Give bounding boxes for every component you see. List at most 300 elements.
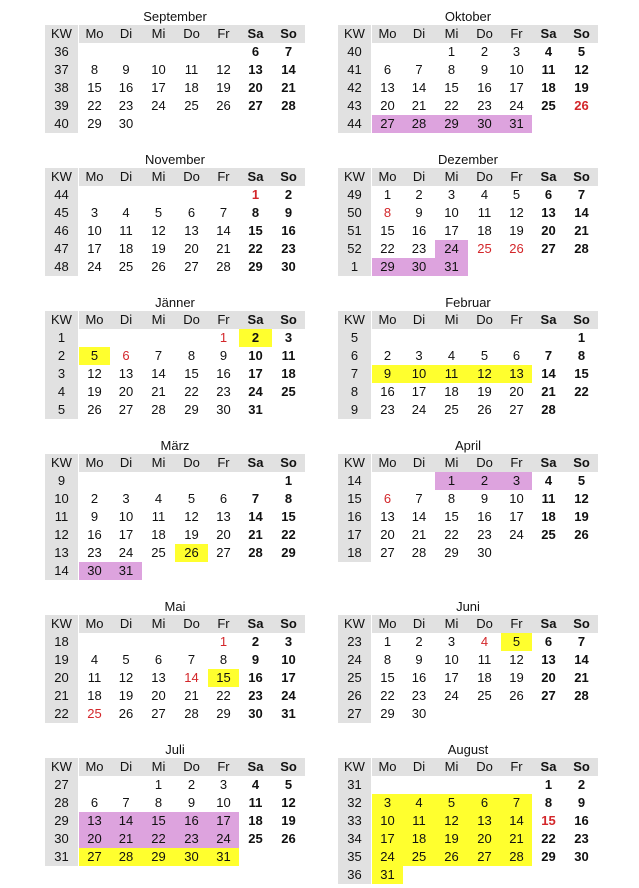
day-cell: 26: [435, 848, 468, 866]
week-number: 16: [338, 508, 371, 526]
day-cell: 30: [403, 258, 435, 276]
day-cell: 23: [87, 545, 102, 560]
day-cell: 2: [468, 472, 501, 490]
day-cell: 29: [216, 706, 231, 721]
day-cell: 16: [411, 670, 427, 685]
day-cell: 2: [415, 187, 423, 202]
day-cell: 7: [577, 634, 586, 649]
day-cell: 10: [216, 795, 231, 810]
day-cell: 12: [574, 491, 589, 506]
day-cell: 20: [216, 527, 231, 542]
week-number: 9: [45, 472, 78, 490]
day-cell: [435, 329, 468, 347]
day-cell: [532, 705, 565, 723]
header-mo: Mo: [79, 168, 110, 186]
day-cell: 20: [184, 241, 199, 256]
day-cell: 28: [403, 115, 435, 133]
day-cell: 5: [187, 491, 196, 506]
week-number: 45: [45, 204, 78, 222]
day-cell: 24: [435, 240, 468, 258]
week-number: 36: [338, 866, 371, 884]
header-mo: Mo: [372, 311, 403, 329]
day-cell: 12: [216, 62, 231, 77]
day-cell: 11: [435, 365, 468, 383]
week-number: 13: [45, 544, 78, 562]
day-cell: 15: [142, 812, 175, 830]
day-cell: [208, 43, 239, 61]
week-number: 51: [338, 222, 371, 240]
header-do: Do: [175, 311, 208, 329]
header-so: So: [272, 311, 305, 329]
day-cell: 28: [541, 402, 556, 417]
header-sa: Sa: [532, 168, 565, 186]
header-fr: Fr: [208, 615, 239, 633]
day-cell: [175, 329, 208, 347]
day-cell: 20: [79, 830, 110, 848]
day-cell: 2: [90, 491, 99, 506]
day-cell: 28: [574, 688, 589, 703]
day-cell: 23: [118, 98, 134, 113]
day-cell: [468, 329, 501, 347]
header-sa: Sa: [239, 758, 272, 776]
day-cell: 31: [208, 848, 239, 866]
day-cell: 16: [380, 384, 395, 399]
day-cell: [532, 329, 565, 347]
day-cell: 24: [281, 688, 296, 703]
day-cell: 17: [509, 80, 524, 95]
week-number: 50: [338, 204, 371, 222]
day-cell: 7: [284, 44, 293, 59]
day-cell: [208, 472, 239, 490]
day-cell: 14: [151, 366, 166, 381]
day-cell: 7: [187, 652, 196, 667]
day-cell: 13: [380, 80, 395, 95]
day-cell: 14: [248, 509, 263, 524]
day-cell: 29: [248, 259, 263, 274]
day-cell: 16: [87, 527, 102, 542]
day-cell: [501, 258, 532, 276]
day-cell: 6: [219, 491, 228, 506]
day-cell: 4: [544, 44, 553, 59]
day-cell: 31: [281, 706, 296, 721]
day-cell: [565, 401, 598, 419]
month-title: August: [447, 742, 489, 757]
day-cell: 23: [175, 830, 208, 848]
day-cell: [501, 866, 532, 884]
day-cell: 10: [118, 509, 134, 524]
day-cell: 22: [87, 98, 102, 113]
day-cell: 19: [87, 384, 102, 399]
day-cell: [501, 705, 532, 723]
header-fr: Fr: [501, 758, 532, 776]
day-cell: [403, 329, 435, 347]
week-number: 31: [45, 848, 78, 866]
week-number: 27: [338, 705, 371, 723]
week-number: 26: [338, 687, 371, 705]
day-cell: 2: [415, 634, 423, 649]
month-title: November: [145, 152, 205, 167]
day-cell: 21: [216, 241, 231, 256]
day-cell: 18: [184, 80, 199, 95]
day-cell: 29: [184, 402, 199, 417]
day-cell: 30: [248, 706, 263, 721]
header-do: Do: [468, 454, 501, 472]
day-cell: 28: [110, 848, 142, 866]
week-number: 20: [45, 669, 78, 687]
week-number: 24: [338, 651, 371, 669]
header-di: Di: [403, 758, 435, 776]
day-cell: 9: [187, 795, 196, 810]
day-cell: 31: [372, 866, 403, 884]
day-cell: [435, 866, 468, 884]
day-cell: [565, 115, 598, 133]
day-cell: [142, 472, 175, 490]
day-cell: 18: [477, 223, 492, 238]
week-number: 38: [45, 79, 78, 97]
header-di: Di: [403, 168, 435, 186]
day-cell: [435, 776, 468, 794]
day-cell: 3: [90, 205, 99, 220]
day-cell: [175, 633, 208, 651]
day-cell: 6: [468, 794, 501, 812]
week-number: 39: [45, 97, 78, 115]
day-cell: 16: [477, 80, 492, 95]
header-so: So: [565, 168, 598, 186]
day-cell: 12: [435, 812, 468, 830]
day-cell: 11: [477, 205, 492, 220]
header-mo: Mo: [372, 758, 403, 776]
header-mo: Mo: [372, 454, 403, 472]
header-mi: Mi: [435, 615, 468, 633]
day-cell: 18: [444, 384, 459, 399]
header-di: Di: [110, 758, 142, 776]
day-cell: 8: [251, 205, 260, 220]
header-kw: KW: [338, 454, 371, 472]
day-cell: 2: [480, 44, 489, 59]
day-cell: 24: [372, 848, 403, 866]
day-cell: 15: [248, 223, 263, 238]
header-so: So: [272, 758, 305, 776]
week-number: 6: [338, 347, 371, 365]
day-cell: [501, 544, 532, 562]
day-cell: 24: [118, 545, 134, 560]
day-cell: 1: [219, 330, 228, 345]
day-cell: 29: [435, 115, 468, 133]
header-kw: KW: [338, 25, 371, 43]
day-cell: 11: [541, 491, 556, 506]
header-kw: KW: [45, 168, 78, 186]
day-cell: 6: [383, 491, 392, 506]
day-cell: [532, 866, 565, 884]
day-cell: 25: [477, 688, 492, 703]
day-cell: 12: [574, 62, 589, 77]
week-number: 36: [45, 43, 78, 61]
day-cell: 17: [248, 366, 263, 381]
day-cell: 27: [79, 848, 110, 866]
day-cell: 23: [477, 98, 492, 113]
day-cell: 30: [118, 116, 134, 131]
day-cell: 6: [544, 187, 553, 202]
day-cell: 1: [251, 187, 260, 202]
day-cell: [79, 186, 110, 204]
day-cell: [110, 633, 142, 651]
day-cell: 13: [541, 205, 556, 220]
day-cell: [239, 848, 272, 866]
week-number: 4: [45, 383, 78, 401]
day-cell: 27: [118, 402, 134, 417]
day-cell: 9: [480, 62, 489, 77]
day-cell: 5: [501, 633, 532, 651]
header-di: Di: [403, 25, 435, 43]
day-cell: 18: [87, 688, 102, 703]
header-so: So: [272, 454, 305, 472]
day-cell: 1: [577, 330, 586, 345]
day-cell: [110, 43, 142, 61]
day-cell: [142, 633, 175, 651]
day-cell: [532, 115, 565, 133]
header-do: Do: [175, 758, 208, 776]
day-cell: [532, 258, 565, 276]
day-cell: 1: [544, 777, 553, 792]
day-cell: 13: [248, 62, 263, 77]
header-mo: Mo: [79, 311, 110, 329]
day-cell: 10: [444, 205, 459, 220]
day-cell: 9: [415, 652, 423, 667]
day-cell: 30: [468, 115, 501, 133]
month-title: März: [160, 438, 190, 453]
week-number: 35: [338, 848, 371, 866]
day-cell: 9: [415, 205, 423, 220]
header-sa: Sa: [239, 615, 272, 633]
day-cell: 19: [574, 509, 589, 524]
day-cell: 27: [541, 241, 556, 256]
day-cell: 7: [251, 491, 260, 506]
day-cell: 3: [219, 777, 228, 792]
week-number: 18: [45, 633, 78, 651]
day-cell: 23: [411, 688, 427, 703]
day-cell: 13: [184, 223, 199, 238]
day-cell: 14: [281, 62, 296, 77]
day-cell: 17: [151, 80, 166, 95]
day-cell: 1: [435, 472, 468, 490]
day-cell: 3: [447, 634, 456, 649]
day-cell: 12: [281, 795, 296, 810]
day-cell: 15: [281, 509, 296, 524]
day-cell: 7: [154, 348, 163, 363]
header-do: Do: [468, 168, 501, 186]
header-kw: KW: [338, 615, 371, 633]
header-so: So: [565, 615, 598, 633]
day-cell: [79, 329, 110, 347]
day-cell: 20: [509, 384, 524, 399]
header-do: Do: [175, 454, 208, 472]
day-cell: 25: [444, 402, 459, 417]
day-cell: [403, 43, 435, 61]
day-cell: 21: [110, 830, 142, 848]
month-title: Februar: [445, 295, 491, 310]
header-sa: Sa: [532, 615, 565, 633]
day-cell: 16: [118, 80, 134, 95]
day-cell: 2: [383, 348, 392, 363]
day-cell: 21: [184, 688, 199, 703]
week-number: 14: [338, 472, 371, 490]
day-cell: [468, 776, 501, 794]
day-cell: [208, 186, 239, 204]
day-cell: 17: [281, 670, 296, 685]
day-cell: 17: [208, 812, 239, 830]
day-cell: 31: [435, 258, 468, 276]
week-number: 15: [338, 490, 371, 508]
day-cell: [110, 329, 142, 347]
day-cell: 10: [509, 62, 524, 77]
day-cell: 15: [574, 366, 589, 381]
day-cell: 26: [281, 831, 296, 846]
day-cell: [79, 633, 110, 651]
day-cell: 18: [151, 527, 166, 542]
week-number: 32: [338, 794, 371, 812]
day-cell: [142, 115, 175, 133]
day-cell: 17: [444, 670, 459, 685]
day-cell: 25: [477, 241, 492, 256]
header-mi: Mi: [435, 25, 468, 43]
day-cell: 18: [541, 509, 556, 524]
day-cell: 24: [87, 259, 102, 274]
day-cell: 20: [380, 98, 395, 113]
day-cell: 8: [447, 491, 456, 506]
day-cell: 7: [501, 794, 532, 812]
header-kw: KW: [338, 758, 371, 776]
day-cell: 15: [444, 80, 459, 95]
day-cell: 25: [151, 545, 166, 560]
week-number: 18: [338, 544, 371, 562]
day-cell: 20: [541, 670, 556, 685]
day-cell: [501, 776, 532, 794]
week-number: 7: [338, 365, 371, 383]
header-so: So: [565, 758, 598, 776]
header-so: So: [272, 168, 305, 186]
day-cell: [272, 115, 305, 133]
day-cell: 24: [509, 98, 524, 113]
week-number: 40: [338, 43, 371, 61]
day-cell: 5: [577, 473, 586, 488]
week-number: 5: [45, 401, 78, 419]
day-cell: 8: [90, 62, 99, 77]
day-cell: 11: [541, 62, 556, 77]
month-title: Oktober: [444, 9, 492, 24]
day-cell: 20: [118, 384, 134, 399]
month-title: Juni: [456, 599, 480, 614]
day-cell: [79, 776, 110, 794]
day-cell: 19: [574, 80, 589, 95]
day-cell: 19: [151, 241, 166, 256]
day-cell: 3: [447, 187, 456, 202]
day-cell: 14: [541, 366, 556, 381]
day-cell: 25: [541, 98, 556, 113]
day-cell: 26: [151, 259, 166, 274]
day-cell: 8: [447, 62, 456, 77]
day-cell: [110, 472, 142, 490]
week-number: 29: [45, 812, 78, 830]
day-cell: 9: [251, 652, 260, 667]
day-cell: 10: [509, 491, 524, 506]
week-number: 31: [338, 776, 371, 794]
day-cell: 16: [281, 223, 296, 238]
day-cell: 18: [281, 366, 296, 381]
day-cell: 3: [372, 794, 403, 812]
day-cell: 21: [281, 80, 296, 95]
day-cell: 23: [380, 402, 395, 417]
day-cell: 6: [154, 652, 163, 667]
day-cell: 9: [577, 795, 586, 810]
header-fr: Fr: [501, 454, 532, 472]
day-cell: 22: [541, 831, 556, 846]
header-di: Di: [403, 615, 435, 633]
header-fr: Fr: [501, 615, 532, 633]
header-kw: KW: [45, 25, 78, 43]
day-cell: 8: [154, 795, 163, 810]
day-cell: 26: [118, 706, 134, 721]
day-cell: 22: [380, 688, 395, 703]
day-cell: 12: [509, 205, 524, 220]
week-number: 43: [338, 97, 371, 115]
header-so: So: [565, 454, 598, 472]
header-fr: Fr: [208, 168, 239, 186]
day-cell: 25: [403, 848, 435, 866]
day-cell: [175, 115, 208, 133]
day-cell: 19: [509, 223, 524, 238]
week-number: 1: [45, 329, 78, 347]
month-title: Jänner: [155, 295, 195, 310]
day-cell: [110, 776, 142, 794]
day-cell: 4: [447, 348, 456, 363]
day-cell: 2: [251, 634, 260, 649]
header-fr: Fr: [501, 168, 532, 186]
day-cell: 30: [411, 706, 427, 721]
header-do: Do: [175, 168, 208, 186]
day-cell: 29: [380, 706, 395, 721]
header-do: Do: [468, 25, 501, 43]
header-fr: Fr: [208, 454, 239, 472]
header-do: Do: [175, 615, 208, 633]
day-cell: 21: [248, 527, 263, 542]
day-cell: 1: [154, 777, 163, 792]
day-cell: 19: [435, 830, 468, 848]
day-cell: 17: [444, 223, 459, 238]
header-kw: KW: [45, 311, 78, 329]
header-sa: Sa: [532, 454, 565, 472]
day-cell: 9: [480, 491, 489, 506]
day-cell: 15: [184, 366, 199, 381]
day-cell: [372, 329, 403, 347]
day-cell: [79, 43, 110, 61]
header-sa: Sa: [532, 758, 565, 776]
day-cell: 12: [468, 365, 501, 383]
day-cell: 5: [512, 187, 521, 202]
header-so: So: [272, 25, 305, 43]
day-cell: 22: [142, 830, 175, 848]
day-cell: 25: [118, 259, 134, 274]
day-cell: 10: [444, 652, 459, 667]
day-cell: 17: [509, 509, 524, 524]
day-cell: 8: [577, 348, 586, 363]
day-cell: 11: [87, 670, 102, 685]
day-cell: 11: [477, 652, 492, 667]
header-so: So: [272, 615, 305, 633]
day-cell: 11: [281, 348, 296, 363]
header-so: So: [565, 311, 598, 329]
day-cell: 19: [509, 670, 524, 685]
day-cell: 2: [239, 329, 272, 347]
